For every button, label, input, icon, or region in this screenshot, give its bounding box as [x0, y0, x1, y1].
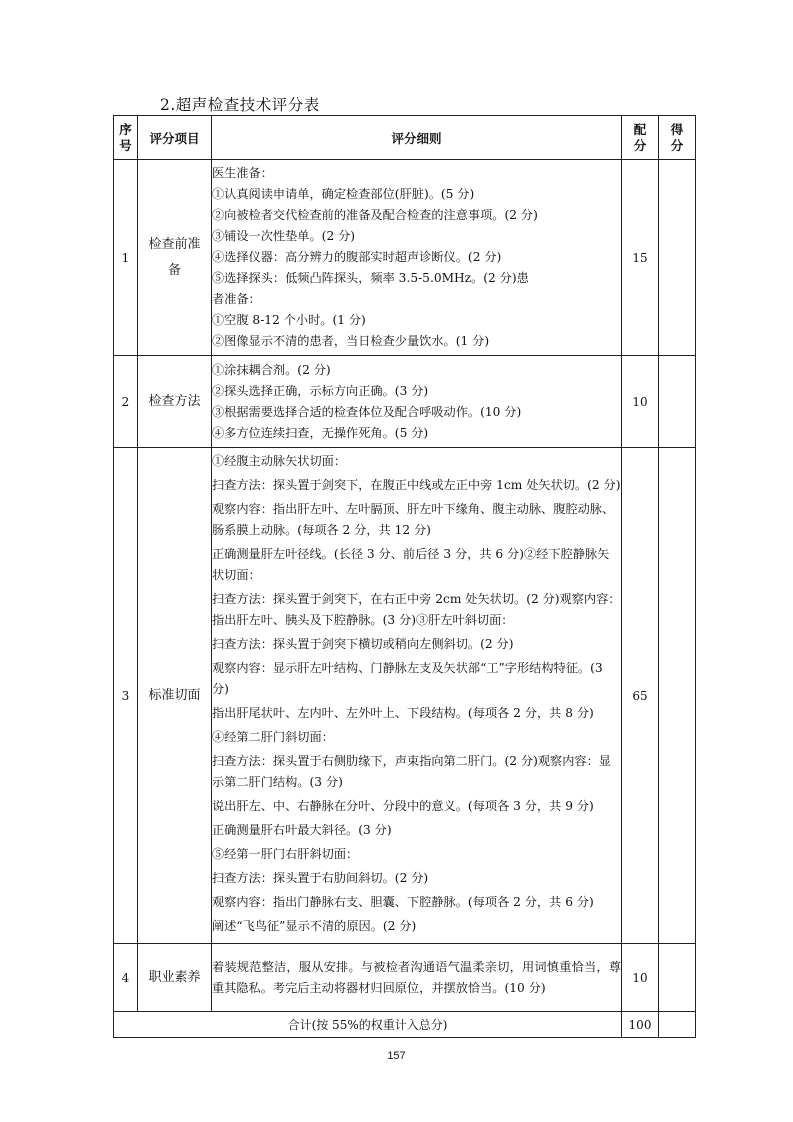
row-points: 65 [622, 448, 659, 944]
detail-line: 指出肝尾状叶、左内叶、左外叶上、下段结构。(每项各 2 分，共 8 分) [212, 706, 594, 720]
detail-line: 着装规范整洁，服从安排。与被检者沟通语气温柔亲切，用词慎重恰当，尊重其隐私。考完后主动将器材归回原位，并摆放恰当。(10 分) [212, 959, 621, 995]
detail-line: ④选择仪器：高分辨力的腹部实时超声诊断仪。(2 分) [212, 250, 502, 264]
row-score-cell[interactable] [659, 160, 696, 356]
detail-line: ③铺设一次性垫单。(2 分) [212, 229, 356, 243]
detail-line: ②探头选择正确，示标方向正确。(3 分) [212, 383, 429, 398]
detail-line: 阐述“飞鸟征”显示不清的原因。(2 分) [212, 919, 417, 933]
row-item: 职业素养 [138, 944, 212, 1012]
row-seq: 1 [114, 160, 138, 356]
total-score-cell[interactable] [659, 1012, 696, 1038]
page-number: 157 [387, 1050, 406, 1062]
row-seq: 2 [114, 356, 138, 448]
header-points: 配分 [622, 116, 659, 160]
row-points: 10 [622, 356, 659, 448]
row-item: 标准切面 [138, 448, 212, 944]
row-seq: 4 [114, 944, 138, 1012]
detail-line: 医生准备： [212, 166, 273, 180]
detail-line: ④多方位连续扫查，无操作死角。(5 分) [212, 425, 429, 440]
document-title: 2.超声检查技术评分表 [160, 96, 320, 114]
row-score-cell[interactable] [659, 448, 696, 944]
detail-line: 扫查方法：探头置于剑突下横切或稍向左侧斜切。(2 分) [212, 637, 514, 651]
row-seq: 3 [114, 448, 138, 944]
detail-line: ①空腹 8-12 个小时。(1 分) [212, 313, 366, 327]
detail-line: 扫查方法：探头置于剑突下，在腹正中线或左正中旁 1cm 处矢状切。(2 分) [212, 478, 621, 492]
detail-line: 正确测量肝左叶径线。(长径 3 分、前后径 3 分，共 6 分)②经下腔静脉矢状切面： [212, 547, 610, 582]
row-score-cell[interactable] [659, 356, 696, 448]
row-item: 检查前准备 [138, 160, 212, 356]
detail-line: ②向被检者交代检查前的准备及配合检查的注意事项。(2 分) [212, 208, 538, 222]
detail-line: 观察内容：指出肝左叶、左叶膈顶、肝左叶下缘角、腹主动脉、腹腔动脉、肠系膜上动脉。(每项各 2 分，共 12 分) [212, 502, 615, 537]
row-detail [212, 356, 622, 448]
detail-line: ①认真阅读申请单，确定检查部位(肝脏)。(5 分) [212, 187, 475, 201]
detail-line: 观察内容：指出门静脉右支、胆囊、下腔静脉。(每项各 2 分，共 6 分) [212, 895, 594, 909]
table-header-row [114, 116, 696, 160]
detail-line: ⑤选择探头：低频凸阵探头，频率 3.5-5.0MHz。(2 分)患 [212, 271, 529, 285]
detail-line: 扫查方法：探头置于右侧肋缘下，声束指向第二肝门。(2 分)观察内容：显示第二肝门结构。(3 分) [212, 754, 611, 789]
detail-line: 者准备： [212, 292, 261, 306]
total-row [114, 1012, 696, 1038]
header-seq: 序号 [114, 116, 138, 160]
row-item: 检查方法 [138, 356, 212, 448]
row-points: 10 [622, 944, 659, 1012]
header-score: 得分 [659, 116, 696, 160]
detail-line: ④经第二肝门斜切面： [212, 730, 334, 744]
detail-line: 观察内容：显示肝左叶结构、门静脉左支及矢状部“工”字形结构特征。(3 分) [212, 661, 607, 696]
row-score-cell[interactable] [659, 944, 696, 1012]
detail-line: ①涂抹耦合剂。(2 分) [212, 362, 331, 377]
row-detail [212, 944, 622, 1012]
detail-line: ①经腹主动脉矢状切面： [212, 454, 347, 468]
row-detail [212, 160, 622, 356]
row-points: 15 [622, 160, 659, 356]
row-detail [212, 448, 622, 944]
detail-line: 正确测量肝右叶最大斜径。(3 分) [212, 823, 392, 837]
header-item: 评分项目 [138, 116, 212, 160]
table-row [114, 160, 696, 356]
header-detail: 评分细则 [212, 116, 622, 160]
total-label: 合计(按 55%的权重计入总分) [114, 1012, 622, 1038]
detail-line: ②图像显示不清的患者，当日检查少量饮水。(1 分) [212, 334, 490, 348]
detail-line: ③根据需要选择合适的检查体位及配合呼吸动作。(10 分) [212, 404, 522, 419]
table-row [114, 448, 696, 944]
detail-line: 扫查方法：探头置于右肋间斜切。(2 分) [212, 871, 429, 885]
detail-line: 说出肝左、中、右静脉在分叶、分段中的意义。(每项各 3 分，共 9 分) [212, 799, 594, 813]
scoring-table [113, 115, 696, 1038]
table-row [114, 944, 696, 1012]
detail-line: 扫查方法：探头置于剑突下，在右正中旁 2cm 处矢状切。(2 分)观察内容：指出肝左叶、胰头及下腔静脉。(3 分)③肝左叶斜切面： [212, 592, 621, 627]
total-points: 100 [622, 1012, 659, 1038]
table-row [114, 356, 696, 448]
detail-line: ⑤经第一肝门右肝斜切面： [212, 847, 359, 861]
